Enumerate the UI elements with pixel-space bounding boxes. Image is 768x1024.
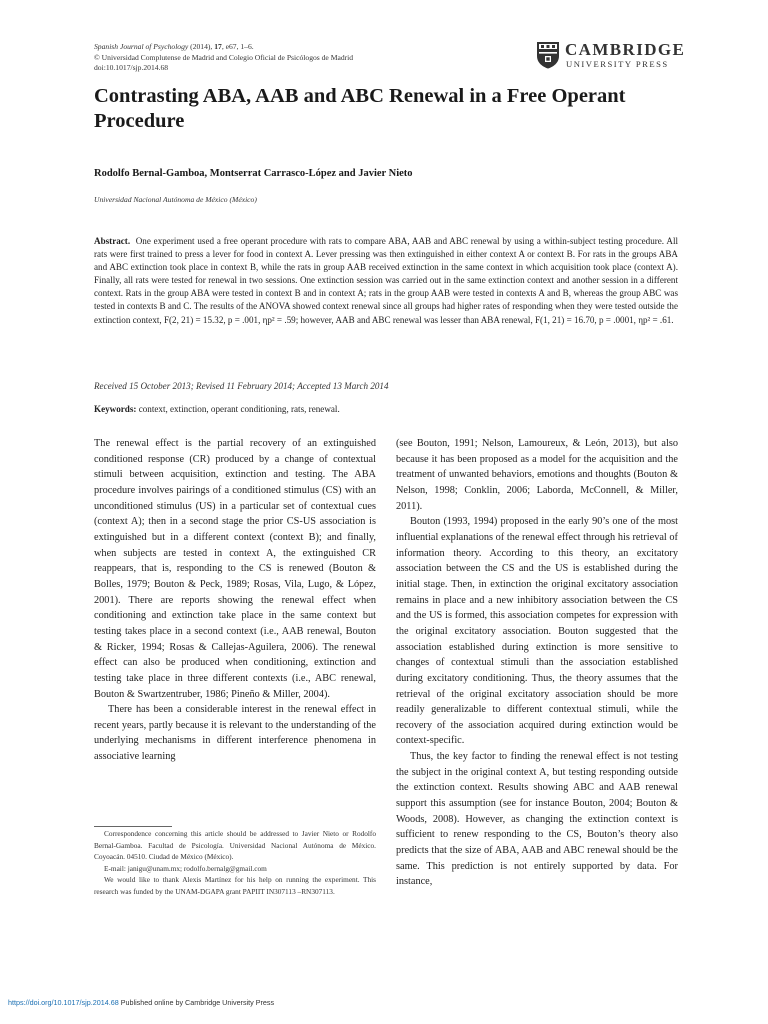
- doi-link[interactable]: https://doi.org/10.1017/sjp.2014.68: [8, 998, 119, 1007]
- cambridge-shield-icon: [536, 41, 560, 69]
- footnotes: [94, 828, 376, 897]
- body-right-column: [396, 436, 678, 890]
- body-paragraph: Bouton (1993, 1994) proposed in the early 90’s one of the most influential explanations of the renewal effect through his retrieval of information theory. According to this theory, an excitatory association between the CS and the US is established during the initial stage. Then, in extinction the original excitatory association remains in place and a new inhibitory association between the CS and the US is formed, this association competes for expression with the original excitatory association. Bouton suggested that the association established during extinction is more sensitive to changes of contextual stimuli than the association established during excitatory conditioning. Thus, the theory assumes that the retrieval of the original excitatory association should be more readily generalizable to different contextual stimuli, while the recovery of the association acquired during extinction would be context-specific.: [396, 516, 678, 747]
- publisher-logo: [536, 40, 686, 72]
- body-paragraph: (see Bouton, 1991; Nelson, Lamoureux, & León, 2013), but also because it has been proposed as a model for the acquisition and the treatment of unwanted behaviors, emotions and thoughts (Bouton & Nelson, 1998; Conklin, 2006; Laborda, McConnell, & Miller, 2011).: [396, 438, 678, 512]
- keywords: [94, 404, 654, 414]
- journal-pages: , e67, 1–6.: [221, 42, 254, 51]
- email-note: E-mail: janigu@unam.mx; rodolfo.bernalg@gmail.com: [104, 863, 267, 873]
- abstract-text: One experiment used a free operant procedure with rats to compare ABA, AAB and ABC renewal by using a within-subject testing procedure. All rats were first trained to press a lever for food in context A. Lever pressing was then extinguished in either context A or context B. For rats in the groups ABA and ABC extinction took place in context B, while the rats in group AAB received extinction in the same context in which acquisition took place (context A). Finally, all rats were tested for renewal in two sessions. One extinction session was carried out in the same extinction context and another session in a different context. Rats in the group ABA were tested in context B and in context A; rats in the group AAB were tested in contexts A and B, whereas the group ABC was tested in contexts B and C. The results of the ANOVA showed context renewal since all groups had higher rates of responding when they were tested outside the extinction context, F(2, 21) = 15.32, p = .001, ηp² = .59; however, AAB and ABC renewal was lesser than ABA renewal, F(1, 21) = 16.70, p = .0001, ηp² = .61.: [94, 236, 678, 325]
- body-paragraph: The renewal effect is the partial recovery of an extinguished conditioned response (CR) produced by a change of contextual stimuli between acquisition, extinction and testing. The ABA procedure involves pairings of a conditioned stimulus (CS) with an unconditioned stimulus (US) in a particular set of contextual cues (context A); then in a second stage the prior CS-US association is extinguished but in a different context (context B); and finally, when subjects are tested in context A, the extinguished CR reappears, that is, responding to the CS is renewed (Bouton & Bolles, 1979; Bouton & Peck, 1989; Rosas, Vila, Lugo, & López, 2001). There are reports showing the renewal effect when conditioning and extinction take place in the same context but testing takes place in a second context (i.e., AAB renewal, Bouton & Ricker, 1994; Rosas & Callejas-Aguilera, 2006). The renewal effect can also be produced when conditioning, extinction and testing take place in three different contexts (i.e., ABC renewal, Bouton & Swartzentruber, 1986; Pineño & Miller, 2004).: [94, 438, 376, 700]
- body-paragraph: There has been a considerable interest in the renewal effect in recent years, partly because it is relevant to the understanding of the underlying mechanisms in different interference phenomena in associative learning: [94, 704, 376, 763]
- footnote-divider: [94, 826, 172, 827]
- journal-name: Spanish Journal of Psychology: [94, 42, 189, 51]
- published-online-text: Published online by Cambridge University Press: [118, 998, 275, 1007]
- page-footer: [8, 998, 274, 1007]
- article-affiliation: Universidad Nacional Autónoma de México (México): [94, 195, 257, 204]
- abstract-label: Abstract.: [94, 236, 131, 246]
- body-left-column: [94, 436, 376, 765]
- abstract: [94, 235, 678, 327]
- journal-info: [94, 42, 474, 74]
- received-dates: Received 15 October 2013; Revised 11 February 2014; Accepted 13 March 2014: [94, 381, 389, 391]
- correspondence-note: Correspondence concerning this article should be addressed to Javier Nieto or Rodolfo Bernal-Gamboa. Facultad de Psicología. Universidad Nacional Autónoma de México. Coyoacán. 04510. Ciudad de México (México).: [94, 829, 376, 861]
- acknowledgement-note: We would like to thank Alexis Martínez for his help on running the experiment. This research was funded by the UNAM-DGAPA grant PAPIIT IN307113 –RN307113.: [94, 875, 376, 896]
- keywords-text: context, extinction, operant conditioning, rats, renewal.: [136, 404, 340, 414]
- journal-volume: 17: [214, 42, 222, 51]
- doi-line: doi:10.1017/sjp.2014.68: [94, 63, 169, 72]
- publisher-subtitle: UNIVERSITY PRESS: [566, 59, 669, 69]
- journal-citation: [94, 42, 474, 53]
- body-paragraph: Thus, the key factor to finding the renewal effect is not testing the subject in the original context A, but testing responding outside the extinction context. Results showing ABC and AAB renewal support this assumption (see for instance Bouton, 2004; Bouton & Woods, 2008). However, as changing the extinction context is sufficient to renew responding to the CS, Bouton’s theory also predicts that the size of ABA, AAB and ABC renewal should be the same. This prediction is not entirely supported by data. For instance,: [396, 751, 678, 888]
- article-title: Contrasting ABA, AAB and ABC Renewal in a Free Operant Procedure: [94, 85, 626, 132]
- article-authors: Rodolfo Bernal-Gamboa, Montserrat Carrasco-López and Javier Nieto: [94, 168, 413, 179]
- keywords-label: Keywords:: [94, 404, 137, 414]
- journal-year: (2014),: [188, 42, 215, 51]
- publisher-name: CAMBRIDGE: [565, 40, 686, 59]
- copyright-line: © Universidad Complutense de Madrid and Colegio Oficial de Psicólogos de Madrid: [94, 52, 354, 62]
